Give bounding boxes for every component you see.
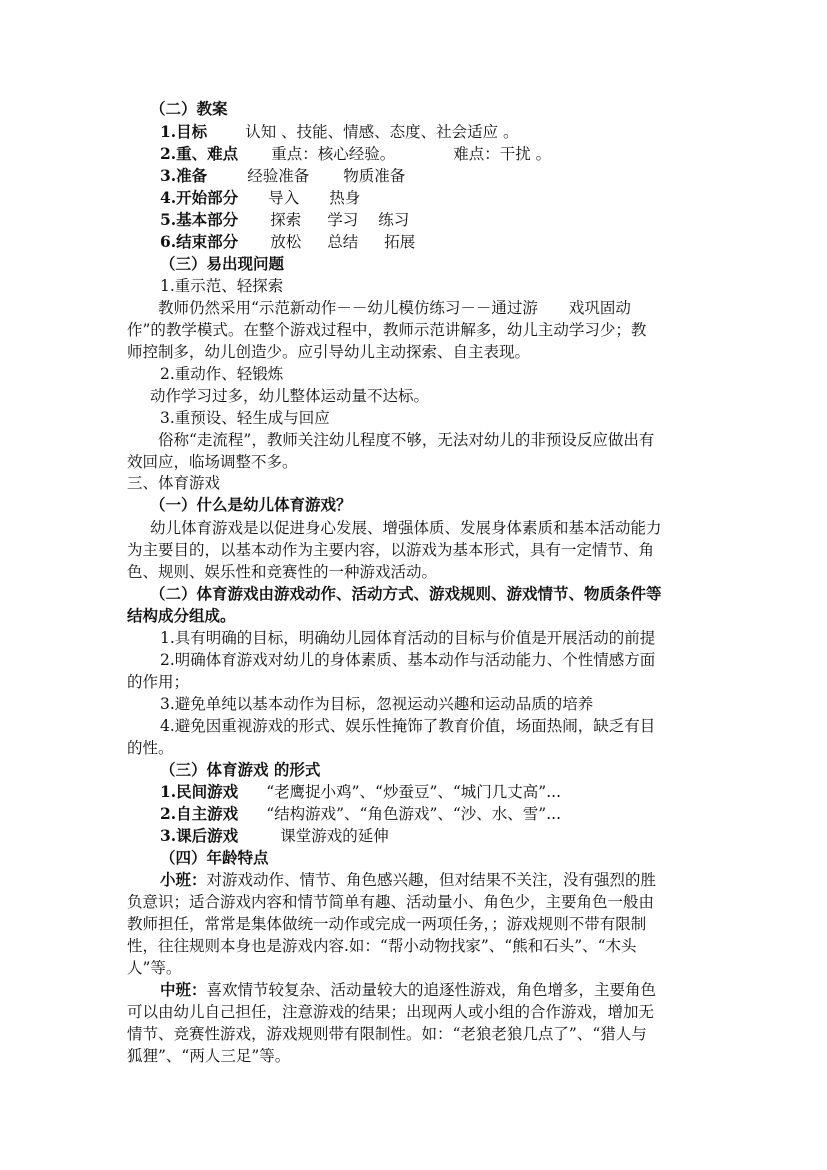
plan-row-text: 导入: [268, 189, 300, 207]
plan-row-text: 放松: [270, 233, 302, 251]
plan-row-text-2: 物质准备: [343, 167, 406, 185]
question-4-heading: （四）年龄特点: [160, 848, 269, 867]
small-class-label: 小班：: [160, 870, 207, 889]
form-row-folk: [160, 781, 561, 803]
small-class-line: 性，往往规则本身也是游戏内容.如：“帮小动物找家”、“熊和石头”、“木头: [127, 937, 637, 955]
question-1-line: 色、规则、娱乐性和竞赛性的一种游戏活动。: [127, 563, 438, 581]
section-heading-lesson-plan: （二）教案: [150, 99, 228, 118]
plan-row-goal: [160, 121, 519, 143]
plan-row-text-3: 拓展: [384, 233, 416, 251]
problem-3-title: 3.重预设、轻生成与回应: [160, 409, 330, 427]
plan-row-text-2: 学习: [327, 211, 359, 229]
plan-row-text-3: 练习: [378, 211, 410, 229]
plan-row-text: 经验准备: [247, 167, 310, 185]
problem-2-title: 2.重动作、轻锻炼: [160, 365, 284, 383]
plan-row-key-points: [160, 143, 551, 165]
question-2-heading: （二）体育游戏由游戏动作、活动方式、游戏规则、游戏情节、物质条件等: [150, 584, 662, 603]
plan-row-text-2: 热身: [329, 189, 361, 207]
plan-row-label: 2.重、难点: [160, 144, 239, 163]
form-row-text: “结构游戏”、“角色游戏”、“沙、水、雪”...: [266, 805, 562, 823]
question-2-item-cont: 的性。: [127, 739, 174, 757]
form-row-label: 3.课后游戏: [160, 826, 239, 845]
problem-2-line: 动作学习过多，幼儿整体运动量不达标。: [150, 387, 430, 405]
question-1-line: 为主要目的，以基本动作为主要内容，以游戏为基本形式，具有一定情节、角: [127, 541, 655, 559]
form-row-after-class: [160, 825, 389, 847]
middle-class-line: 情节、竞赛性游戏，游戏规则带有限制性。如：“老狼老狼几点了”、“猎人与: [127, 1025, 647, 1043]
question-2-heading-cont: 结构成分组成。: [127, 606, 236, 625]
question-2-item-cont: 的作用；: [127, 673, 190, 691]
form-row-text: “老鹰捉小鸡”、“炒蚕豆”、“城门几丈高”...: [266, 783, 562, 801]
middle-class-line: 狐狸”、“两人三足”等。: [127, 1047, 291, 1065]
question-1-line: 幼儿体育游戏是以促进身心发展、增强体质、发展身体素质和基本活动能力: [150, 519, 662, 537]
problem-1-line: 师控制多，幼儿创造少。应引导幼儿主动探索、自主表现。: [127, 343, 531, 361]
plan-row-preparation: [160, 165, 405, 187]
part-heading-sports-games: 三、体育游戏: [127, 474, 221, 492]
question-1-heading: （一）什么是幼儿体育游戏？: [150, 495, 352, 514]
small-class-line: 负意识；适合游戏内容和情节简单有趣、活动量小、角色少，主要角色一般由: [127, 893, 655, 911]
plan-row-text-2: 总结: [327, 233, 359, 251]
small-class-line: [160, 869, 656, 891]
problem-3-line: 俗称“走流程”，教师关注幼儿程度不够，无法对幼儿的非预设反应做出有: [158, 431, 655, 449]
plan-row-text-2: 难点：干扰 。: [453, 145, 552, 163]
middle-class-text: 喜欢情节较复杂、活动量较大的追逐性游戏，角色增多，主要角色: [206, 981, 657, 999]
problem-1-line: 教师仍然采用“示范新动作－－幼儿模仿练习－－通过游 戏巩固动: [158, 299, 631, 317]
plan-row-text: 探索: [270, 211, 302, 229]
plan-row-text: 重点：核心经验。: [271, 145, 396, 163]
plan-row-text: 认知 、技能、情感、态度、社会适应 。: [245, 123, 519, 141]
plan-row-label: 3.准备: [160, 166, 208, 185]
question-2-item: 1.具有明确的目标，明确幼儿园体育活动的目标与价值是开展活动的前提: [160, 629, 656, 647]
middle-class-line: 可以由幼儿自己担任，注意游戏的结果；出现两人或小组的合作游戏，增加无: [127, 1003, 655, 1021]
question-2-item: 4.避免因重视游戏的形式、娱乐性掩饰了教育价值，场面热闹，缺乏有目: [160, 717, 656, 735]
plan-row-label: 6.结束部分: [160, 232, 239, 251]
problem-1-line: 作”的教学模式。在整个游戏过程中，教师示范讲解多，幼儿主动学习少；教: [127, 321, 647, 339]
small-class-line: 教师担任，常常是集体做统一动作或完成一两项任务，；游戏规则不带有限制: [127, 915, 647, 933]
plan-row-start: [160, 187, 360, 209]
form-row-label: 1.民间游戏: [160, 782, 239, 801]
form-row-label: 2.自主游戏: [160, 804, 239, 823]
middle-class-label: 中班：: [160, 980, 207, 999]
question-2-item: 2.明确体育游戏对幼儿的身体素质、基本动作与活动能力、个性情感方面: [160, 651, 656, 669]
plan-row-label: 4.开始部分: [160, 188, 239, 207]
form-row-autonomous: [160, 803, 561, 825]
middle-class-line: [160, 979, 656, 1001]
plan-row-basic: [160, 209, 409, 231]
plan-row-end: [160, 231, 415, 253]
question-2-item: 3.避免单纯以基本动作为目标，忽视运动兴趣和运动品质的培养: [160, 695, 594, 713]
question-3-heading: （三）体育游戏 的形式: [160, 760, 321, 779]
problem-3-line: 效回应，临场调整不多。: [127, 453, 298, 471]
small-class-text: 对游戏动作、情节、角色感兴趣，但对结果不关注，没有强烈的胜: [206, 871, 657, 889]
plan-row-label: 1.目标: [160, 122, 208, 141]
plan-row-label: 5.基本部分: [160, 210, 239, 229]
small-class-line: 人”等。: [127, 959, 182, 977]
problem-1-title: 1.重示范、轻探索: [160, 277, 284, 295]
form-row-text: 课堂游戏的延伸: [280, 827, 389, 845]
section-heading-common-problems: （三）易出现问题: [160, 254, 285, 273]
